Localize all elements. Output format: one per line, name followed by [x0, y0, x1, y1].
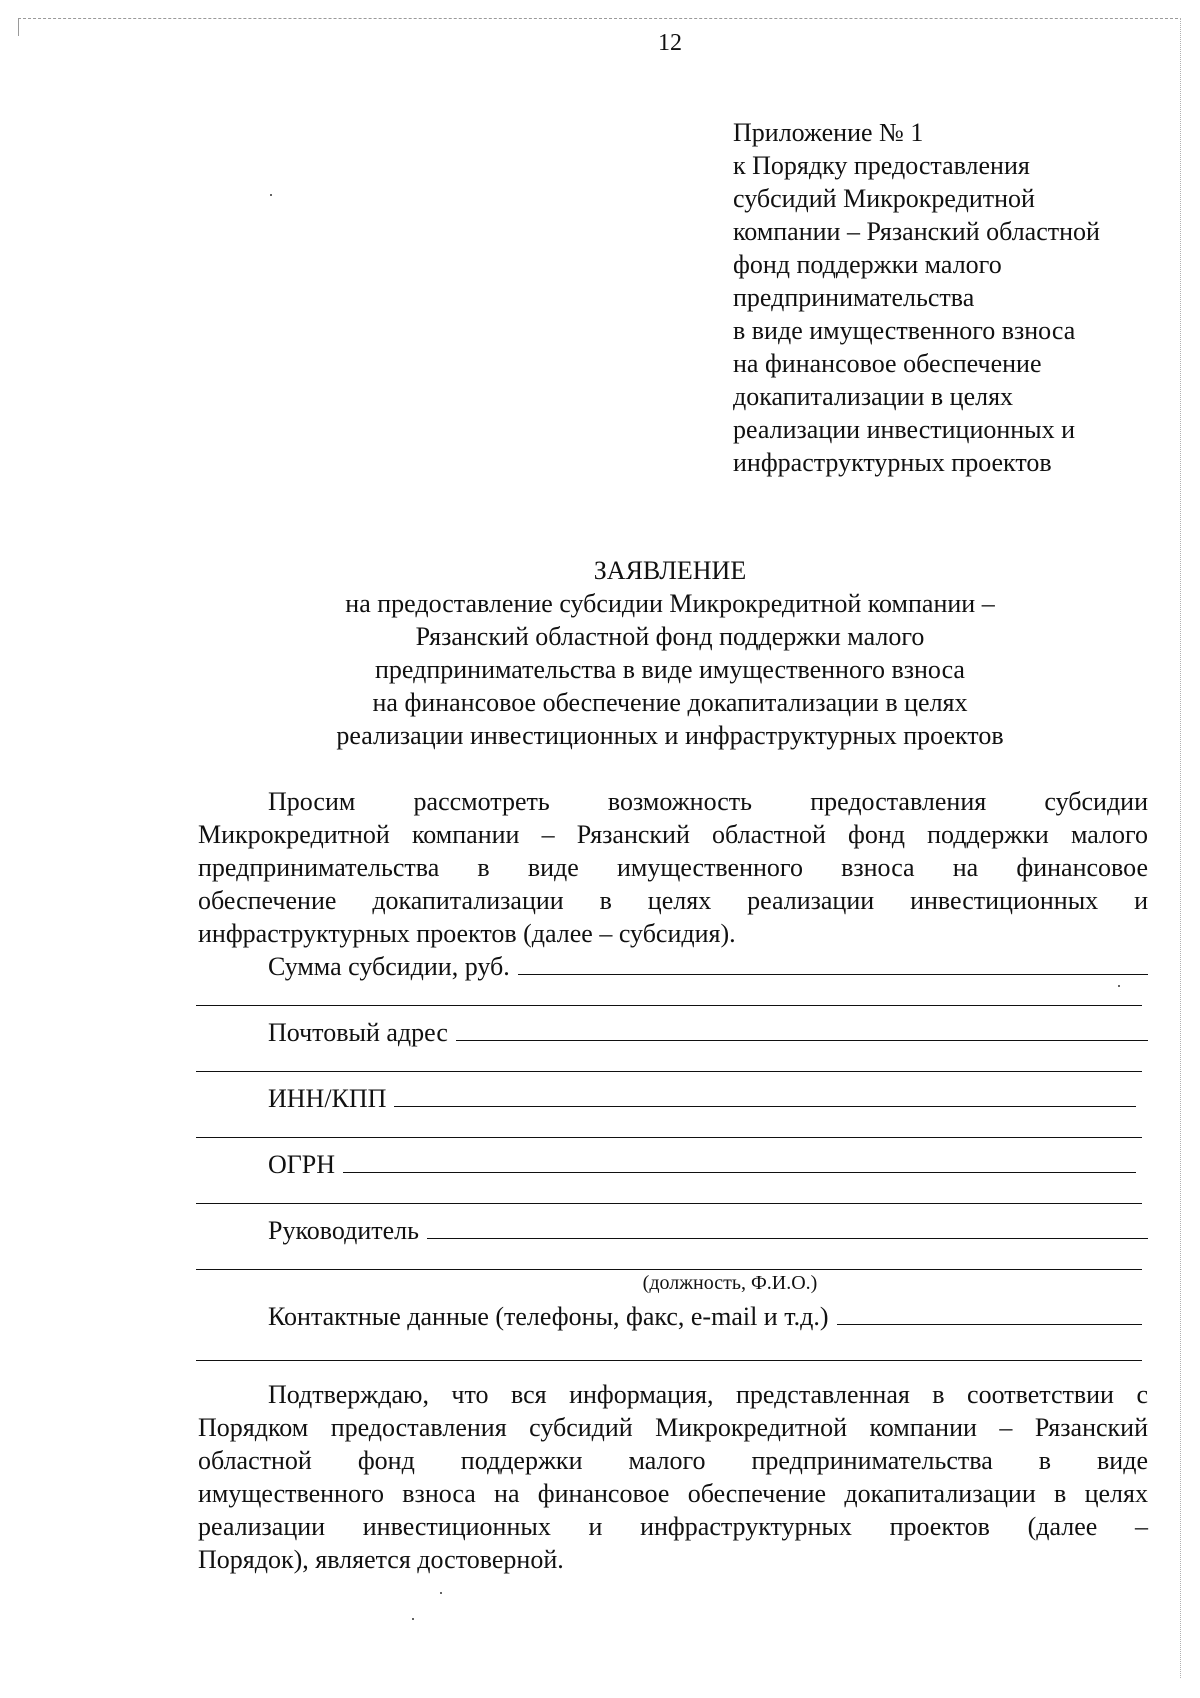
scan-border-top [18, 18, 1178, 19]
appendix-note [733, 116, 1153, 479]
scan-speck [440, 1592, 442, 1594]
appendix-line: предпринимательства [733, 283, 975, 312]
confirm-line: Порядок), является достоверной. [198, 1545, 564, 1574]
contacts-input-line[interactable] [837, 1300, 1142, 1325]
request-line: Микрокредитной компании – Рязанский областной фонд поддержки малого [198, 820, 1148, 849]
appendix-line: докапитализации в целях [733, 382, 1014, 411]
contacts-label: Контактные данные (телефоны, факс, e-mail и т.д.) [268, 1302, 829, 1331]
head-label: Руководитель [268, 1216, 419, 1245]
appendix-line: инфраструктурных проектов [733, 448, 1052, 477]
appendix-line: фонд поддержки малого [733, 250, 1002, 279]
confirm-line: реализации инвестиционных и инфраструктурных проектов (далее – [198, 1512, 1148, 1541]
appendix-line: компании – Рязанский областной [733, 217, 1100, 246]
ogrn-input-line[interactable] [343, 1148, 1136, 1173]
request-line: Просим рассмотреть возможность предоставления субсидии [268, 787, 1148, 816]
head-input-line[interactable] [427, 1214, 1148, 1239]
ogrn-field [268, 1148, 1136, 1181]
request-paragraph [198, 785, 1148, 950]
appendix-line: субсидий Микрокредитной [733, 184, 1035, 213]
document-title [200, 554, 1140, 752]
title-line: реализации инвестиционных и инфраструктурных проектов [336, 721, 1004, 750]
scan-speck [412, 1618, 414, 1620]
request-line: инфраструктурных проектов (далее – субсидия). [198, 919, 736, 948]
inn-continuation-line[interactable] [196, 1137, 1142, 1138]
request-line: обеспечение докапитализации в целях реализации инвестиционных и [198, 886, 1148, 915]
amount-label: Сумма субсидии, руб. [268, 952, 510, 981]
appendix-line: в виде имущественного взноса [733, 316, 1076, 345]
appendix-line: Приложение № 1 [733, 118, 924, 147]
confirm-line: Подтверждаю, что вся информация, представленная в соответствии с [268, 1380, 1148, 1409]
confirm-paragraph [198, 1378, 1148, 1576]
postal-label: Почтовый адрес [268, 1018, 448, 1047]
appendix-line: реализации инвестиционных и [733, 415, 1076, 444]
ogrn-label: ОГРН [268, 1150, 336, 1179]
inn-field [268, 1082, 1136, 1115]
contacts-field [268, 1300, 1142, 1333]
scan-border-right [1180, 18, 1181, 1678]
postal-field [268, 1016, 1148, 1049]
contacts-continuation-line[interactable] [196, 1360, 1142, 1361]
appendix-line: к Порядку предоставления [733, 151, 1030, 180]
title-line: предпринимательства в виде имущественного взноса [375, 655, 965, 684]
confirm-line: областной фонд поддержки малого предпринимательства в виде [198, 1446, 1148, 1475]
amount-continuation-line[interactable] [196, 1005, 1142, 1006]
inn-input-line[interactable] [394, 1082, 1136, 1107]
amount-input-line[interactable] [518, 950, 1148, 975]
postal-input-line[interactable] [456, 1016, 1148, 1041]
amount-field [268, 950, 1148, 983]
request-line: предпринимательства в виде имущественного взноса на финансовое [198, 853, 1148, 882]
confirm-line: имущественного взноса на финансовое обеспечение докапитализации в целях [198, 1479, 1148, 1508]
confirm-line: Порядком предоставления субсидий Микрокредитной компании – Рязанский [198, 1413, 1148, 1442]
page-number: 12 [658, 30, 682, 56]
postal-continuation-line[interactable] [196, 1071, 1142, 1072]
title-line: Рязанский областной фонд поддержки малого [415, 622, 925, 651]
head-field [268, 1214, 1148, 1247]
title-line: на предоставление субсидии Микрокредитной компании – [345, 589, 995, 618]
scan-speck [270, 194, 272, 196]
title-line: на финансовое обеспечение докапитализации в целях [372, 688, 968, 717]
inn-label: ИНН/КПП [268, 1084, 387, 1113]
scan-speck [1118, 985, 1120, 987]
appendix-line: на финансовое обеспечение [733, 349, 1042, 378]
title-heading: ЗАЯВЛЕНИЕ [593, 556, 747, 585]
ogrn-continuation-line[interactable] [196, 1203, 1142, 1204]
head-caption: (должность, Ф.И.О.) [642, 1272, 818, 1294]
